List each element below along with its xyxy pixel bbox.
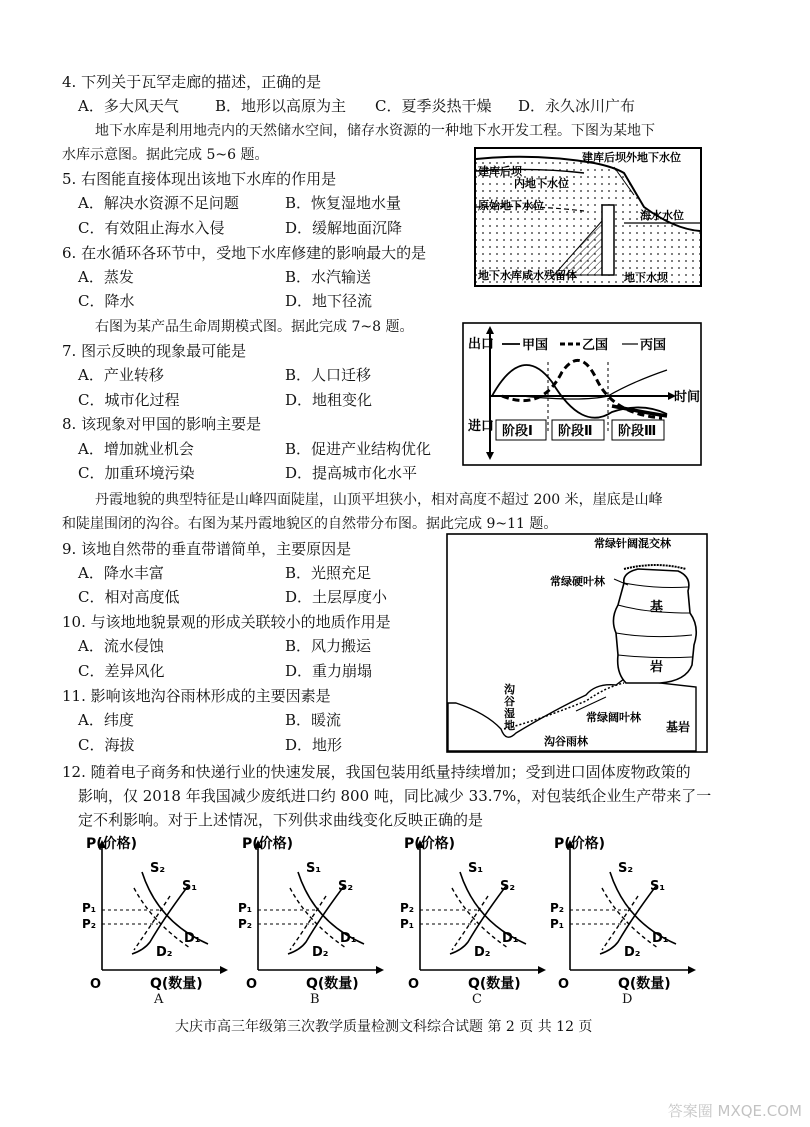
q7-option-d: D．地租变化 <box>285 391 373 409</box>
q6-option-c: C．降水 <box>78 292 135 310</box>
supply-label-right: S₂ <box>500 879 516 894</box>
x-axis-label: Q(数量) <box>468 976 521 992</box>
demand-curve-upper <box>132 886 188 954</box>
caption-d: D <box>622 992 633 1007</box>
q10-option-a: A．流水侵蚀 <box>78 637 164 655</box>
demand-label-bottom: D₂ <box>474 945 491 960</box>
demand-label-bottom: D₂ <box>312 945 329 960</box>
label-wetland-1: 沟 <box>504 683 515 696</box>
stage-3: 阶段Ⅲ <box>618 424 657 439</box>
intro-9-11-line1: 丹霞地貌的典型特征是山峰四面陡崖，山顶平坦狭小，相对高度不超过 200 米，崖底是山峰 <box>95 492 663 508</box>
supply-label-right: S₁ <box>182 879 198 894</box>
y-bottom-label <box>468 418 494 434</box>
intro-9-11-line2: 和陡崖围闭的沟谷。右图为某丹霞地貌区的自然带分布图。据此完成 9~11 题。 <box>62 516 558 532</box>
origin-label: O <box>90 977 102 992</box>
x-axis-arrow <box>688 966 696 974</box>
q5-option-b: B．恢复湿地水量 <box>285 194 402 212</box>
label-original: 原始地下水位 <box>478 199 544 212</box>
q10-stem: 10. 与该地地貌景观的形成关联较小的地质作用是 <box>62 613 391 631</box>
label-after-inner-2: 内地下水位 <box>514 177 569 190</box>
q5-option-d: D．缓解地面沉降 <box>285 219 403 237</box>
q11-option-a: A．纬度 <box>78 711 134 729</box>
y-axis-label: P(价格) <box>554 836 606 852</box>
legend-b: 乙国 <box>582 338 609 353</box>
label-after-inner-1: 建库后坝 <box>478 165 522 178</box>
sd-graph-b <box>228 832 398 1007</box>
origin-label: O <box>246 977 258 992</box>
label-wetland-2: 谷 <box>504 695 515 708</box>
q10-option-b: B．风力搬运 <box>285 637 372 655</box>
q5-stem: 5. 右图能直接体现出该地下水库的作用是 <box>62 170 337 188</box>
demand-curve-lower <box>134 896 170 950</box>
demand-label-top: D₁ <box>502 931 519 946</box>
q12-line1: 12. 随着电子商务和快递行业的快速发展，我国包装用纸量持续增加；受到进口固体废物政策的 <box>62 763 691 781</box>
intro-7-8: 右图为某产品生命周期模式图。据此完成 7~8 题。 <box>95 319 414 335</box>
y-top-label-text: 出口 <box>468 337 495 352</box>
supply-label-left: S₂ <box>618 861 634 876</box>
q12-line3: 定不利影响。对于上述情况，下列供求曲线变化反映正确的是 <box>78 811 484 829</box>
q5-option-c: C．有效阻止海水入侵 <box>78 219 225 237</box>
legend-c: 丙国 <box>640 338 667 353</box>
label-after-outer: 建库后坝外地下水位 <box>582 151 681 164</box>
q8-option-b: B．促进产业结构优化 <box>285 440 432 458</box>
demand-curve-lower <box>290 896 326 950</box>
demand-curve-lower <box>452 896 488 950</box>
stage-1: 阶段Ⅰ <box>502 424 533 439</box>
q9-option-b: B．光照充足 <box>285 564 372 582</box>
supply-label-left: S₁ <box>306 861 322 876</box>
q5-option-a: A．解决水资源不足问题 <box>78 194 239 212</box>
legend-a: 甲国 <box>522 338 549 353</box>
label-wetland-3: 湿 <box>504 707 515 720</box>
demand-curve-lower <box>602 896 638 950</box>
y-axis-label: P(价格) <box>86 836 138 852</box>
origin-label: O <box>558 977 570 992</box>
demand-label-top: D₁ <box>652 931 669 946</box>
q11-stem: 11. 影响该地沟谷雨林形成的主要因素是 <box>62 687 331 705</box>
price-label-top: P₁ <box>82 901 97 915</box>
label-broad-leaf-forest: 常绿阔叶林 <box>586 711 641 724</box>
q11-option-c: C．海拔 <box>78 736 135 754</box>
y-bottom-label-text: 进口 <box>468 419 495 434</box>
x-axis-label: Q(数量) <box>306 976 359 992</box>
intro-5-6-line1: 地下水库是利用地壳内的天然储水空间，储存水资源的一种地下水开发工程。下图为某地下 <box>95 123 655 139</box>
q7-option-a: A．产业转移 <box>78 366 164 384</box>
demand-curve-upper <box>600 886 656 954</box>
label-residue: 地下水库咸水残留体 <box>478 269 577 282</box>
q9-stem: 9. 该地自然带的垂直带谱简单，主要原因是 <box>62 540 352 558</box>
label-bedrock: 基岩 <box>666 720 691 734</box>
caption-c: C <box>472 992 482 1007</box>
lifecycle-diagram <box>462 322 702 466</box>
price-label-top: P₂ <box>550 901 565 915</box>
demand-label-top: D₁ <box>184 931 201 946</box>
q9-option-a: A．降水丰富 <box>78 564 164 582</box>
q7-stem: 7. 图示反映的现象最可能是 <box>62 342 247 360</box>
intro-5-6-line2: 水库示意图。据此完成 5~6 题。 <box>62 147 269 163</box>
label-yan: 岩 <box>650 660 664 675</box>
q11-option-b: B．暖流 <box>285 711 342 729</box>
sd-graph-d <box>540 832 710 1007</box>
q4-option-c: C．夏季炎热干燥 <box>375 97 492 115</box>
q9-option-c: C．相对高度低 <box>78 588 180 606</box>
label-sea: 海水水位 <box>640 209 684 222</box>
reservoir-diagram <box>474 147 702 287</box>
supply-label-left: S₁ <box>468 861 484 876</box>
q6-option-d: D．地下径流 <box>285 292 373 310</box>
stage-2: 阶段Ⅱ <box>558 424 593 439</box>
demand-curve-upper <box>450 886 506 954</box>
q10-option-c: C．差异风化 <box>78 662 165 680</box>
label-wetland-4: 地 <box>504 719 515 732</box>
x-label: 时间 <box>674 390 701 405</box>
price-label-bottom: P₂ <box>238 917 253 931</box>
x-axis-label: Q(数量) <box>150 976 203 992</box>
label-dam: 地下水坝 <box>624 271 668 284</box>
demand-label-top: D₁ <box>340 931 357 946</box>
label-ji: 基 <box>650 600 664 615</box>
q12-line2: 影响，仅 2018 年我国减少废纸进口约 800 吨，同比减少 33.7%，对包装纸企业生产带来了一 <box>78 787 712 805</box>
q10-option-d: D．重力崩塌 <box>285 662 373 680</box>
q9-option-d: D．土层厚度小 <box>285 588 388 606</box>
danxia-diagram <box>446 533 708 753</box>
q4-option-a: A．多大风天气 <box>78 97 179 115</box>
watermark: 答案圈 MXQE.COM <box>667 1102 802 1120</box>
origin-label: O <box>408 977 420 992</box>
label-mixed-forest: 常绿针阔混交林 <box>594 537 671 550</box>
x-axis-label: Q(数量) <box>618 976 671 992</box>
page-footer: 大庆市高三年级第三次教学质量检测文科综合试题 第 2 页 共 12 页 <box>175 1019 593 1035</box>
label-hard-leaf-forest: 常绿硬叶林 <box>550 575 605 588</box>
q8-stem: 8. 该现象对甲国的影响主要是 <box>62 415 262 433</box>
supply-label-left: S₂ <box>150 861 166 876</box>
price-label-top: P₁ <box>238 901 253 915</box>
x-axis-arrow <box>220 966 228 974</box>
q8-option-d: D．提高城市化水平 <box>285 464 418 482</box>
y-top-label <box>468 336 494 352</box>
q6-option-a: A．蒸发 <box>78 268 134 286</box>
q8-option-c: C．加重环境污染 <box>78 464 195 482</box>
y-axis-label: P(价格) <box>404 836 456 852</box>
x-axis-arrow <box>376 966 384 974</box>
supply-label-right: S₁ <box>650 879 666 894</box>
price-label-bottom: P₂ <box>82 917 97 931</box>
y-axis-label: P(价格) <box>242 836 294 852</box>
q7-option-c: C．城市化过程 <box>78 391 180 409</box>
q11-option-d: D．地形 <box>285 736 343 754</box>
q4-option-b: B．地形以高原为主 <box>215 97 347 115</box>
q7-option-b: B．人口迁移 <box>285 366 372 384</box>
price-label-bottom: P₁ <box>400 917 415 931</box>
q6-stem: 6. 在水循环各环节中，受地下水库修建的影响最大的是 <box>62 244 427 262</box>
sd-graph-c <box>390 832 560 1007</box>
q6-option-b: B．水汽输送 <box>285 268 372 286</box>
price-label-top: P₂ <box>400 901 415 915</box>
price-label-bottom: P₁ <box>550 917 565 931</box>
supply-label-right: S₂ <box>338 879 354 894</box>
demand-label-bottom: D₂ <box>156 945 173 960</box>
demand-label-bottom: D₂ <box>624 945 641 960</box>
q4-option-d: D．永久冰川广布 <box>518 97 636 115</box>
label-rainforest: 沟谷雨林 <box>544 735 588 748</box>
demand-curve-upper <box>288 886 344 954</box>
q4-stem: 4. 下列关于瓦罕走廊的描述，正确的是 <box>62 73 322 91</box>
q8-option-a: A．增加就业机会 <box>78 440 194 458</box>
caption-a: A <box>154 992 164 1007</box>
caption-b: B <box>310 992 320 1007</box>
sd-graph-a <box>72 832 242 1007</box>
